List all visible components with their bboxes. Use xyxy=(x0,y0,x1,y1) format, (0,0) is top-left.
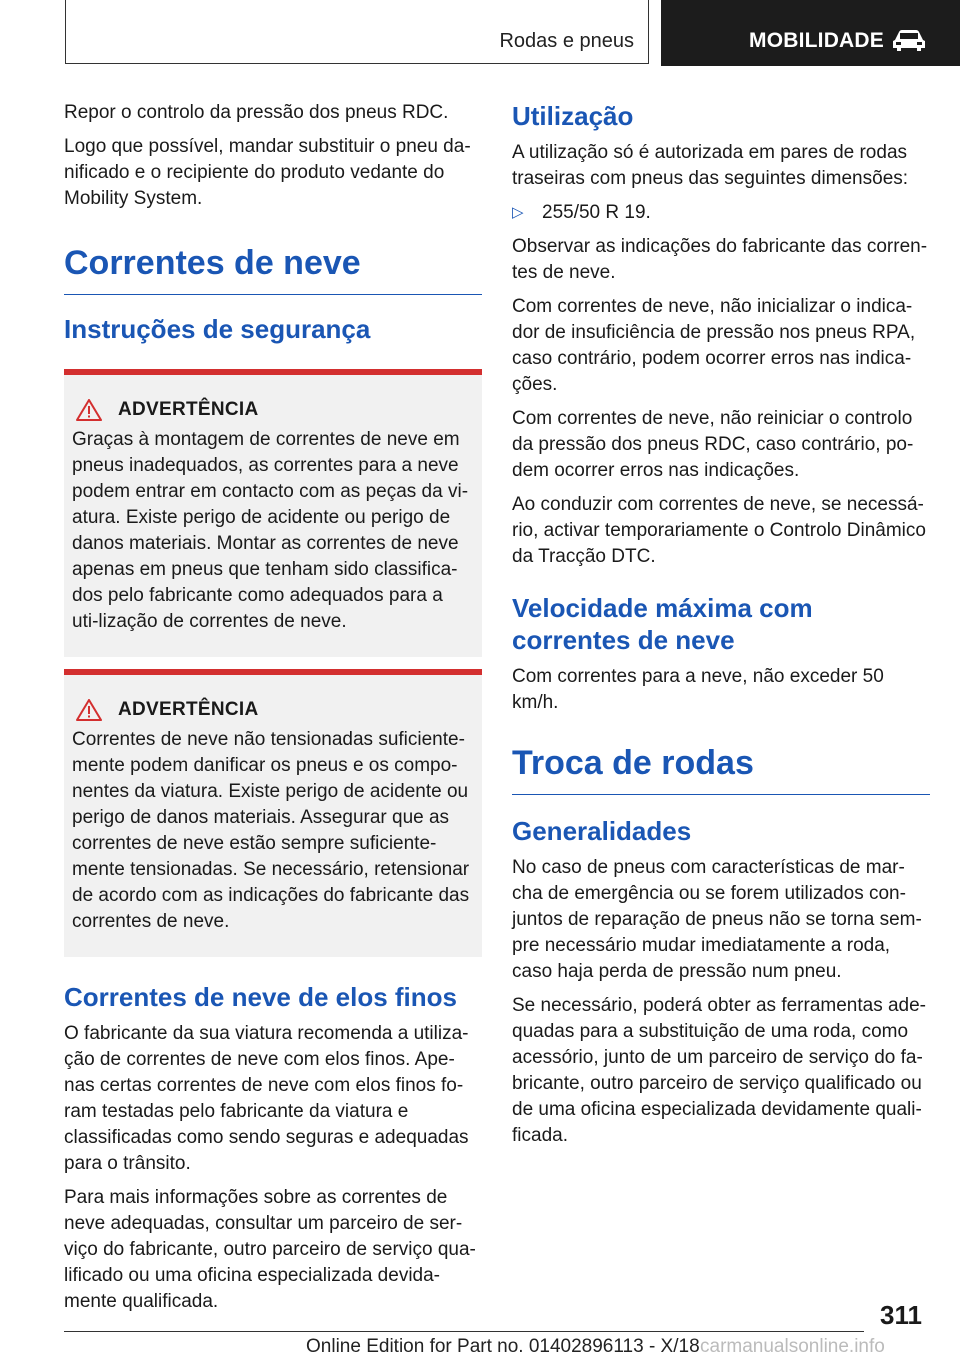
bullet-triangle-icon: ▷ xyxy=(512,204,524,221)
paragraph: Com correntes de neve, não reiniciar o controlo da pressão dos pneus RDC, caso contrário, po-dem ocorrer erros nas indicações. xyxy=(512,408,914,481)
heading-wheel-change: Troca de rodas xyxy=(512,742,930,795)
paragraph: Se necessário, poderá obter as ferramentas ade-quadas para a substituição de uma roda, como acessório, junto de um parceiro de serviço do fa-bricante, outro parceiro de serviço qualificado ou de uma oficina especializada devidamente quali-ficada. xyxy=(512,995,927,1146)
warning-header xyxy=(72,699,474,721)
list-item-text: 255/50 R 19. xyxy=(542,202,651,223)
heading-general: Generalidades xyxy=(512,816,692,846)
heading-fine-link-chains: Correntes de neve de elos finos xyxy=(64,982,458,1012)
car-icon xyxy=(891,28,927,52)
warning-title: ADVERTÊNCIA xyxy=(118,399,259,420)
warning-box xyxy=(64,369,482,657)
warning-triangle-icon xyxy=(76,699,102,721)
warning-title: ADVERTÊNCIA xyxy=(118,699,259,720)
paragraph: No caso de pneus com características de mar-cha de emergência ou se forem utilizados con-juntos de reparação de pneus não se torna sem-pre necessário mudar imediatamente a roda, caso haja perda de pressão num pneu. xyxy=(512,857,922,982)
page-number: 311 xyxy=(880,1300,922,1330)
warning-header xyxy=(72,399,474,421)
heading-max-speed: Velocidade máxima com correntes de neve xyxy=(512,593,813,655)
heading-safety-instructions: Instruções de segurança xyxy=(64,314,371,344)
page-header xyxy=(0,0,960,66)
watermark: carmanualsonline.info xyxy=(700,1336,885,1357)
chapter-tab xyxy=(661,0,960,66)
paragraph: Ao conduzir com correntes de neve, se necessá-rio, activar temporariamente o Controlo Dinâmico da Tracção DTC. xyxy=(512,494,926,567)
section-tab xyxy=(65,0,649,64)
left-column xyxy=(64,100,482,1323)
paragraph: Logo que possível, mandar substituir o pneu da-nificado e o recipiente do produto vedante do Mobility System. xyxy=(64,136,471,209)
paragraph: O fabricante da sua viatura recomenda a utiliza-ção de correntes de neve com elos finos. Ape-nas certas correntes de neve com elos finos fo-ram testadas pelo fabricante da viatura e classificadas como sendo seguras e adequadas para o trânsito. xyxy=(64,1023,469,1174)
footer-divider xyxy=(64,1331,864,1332)
warning-text: Correntes de neve não tensionadas suficiente-mente podem danificar os pneus e os compo-nentes da viatura. Existe perigo de acidente ou perigo de danos materiais. Assegurar que as correntes de neve estão sempre suficiente-mente tensionadas. Se necessário, retensionar de acordo com as indicações do fabricante das correntes de neve. xyxy=(72,729,470,932)
warning-box xyxy=(64,669,482,957)
paragraph: Com correntes de neve, não inicializar o indica-dor de insuficiência de pressão nos pneus RPA, caso contrário, podem ocorrer erros nas indica-ções. xyxy=(512,296,916,395)
paragraph: Observar as indicações do fabricante das corren-tes de neve. xyxy=(512,236,928,283)
paragraph: Com correntes para a neve, não exceder 50 km/h. xyxy=(512,666,884,713)
list-item xyxy=(512,200,930,226)
heading-usage: Utilização xyxy=(512,101,634,131)
paragraph: Para mais informações sobre as correntes de neve adequadas, consultar um parceiro de ser-viço do fabricante, outro parceiro de serviço qua-lificado ou uma oficina especializada devida-mente qualificada. xyxy=(64,1187,476,1312)
warning-text: Graças à montagem de correntes de neve em pneus inadequados, as correntes para a neve podem entrar em contacto com as peças da vi-atura. Existe perigo de acidente ou perigo de danos materiais. Montar as correntes de neve apenas em pneus que tenham sido classifica-dos pelo fabricante como adequados para a uti-lização de correntes de neve. xyxy=(72,429,469,632)
footer-edition: Online Edition for Part no. 01402896113 - X/18 xyxy=(306,1336,700,1357)
section-title: Rodas e pneus xyxy=(499,30,634,52)
chapter-title: MOBILIDADE xyxy=(749,29,884,52)
right-column xyxy=(512,100,930,1157)
paragraph: Repor o controlo da pressão dos pneus RDC. xyxy=(64,102,449,123)
heading-snow-chains: Correntes de neve xyxy=(64,242,482,295)
warning-triangle-icon xyxy=(76,399,102,421)
paragraph: A utilização só é autorizada em pares de rodas traseiras com pneus das seguintes dimensões: xyxy=(512,142,909,189)
